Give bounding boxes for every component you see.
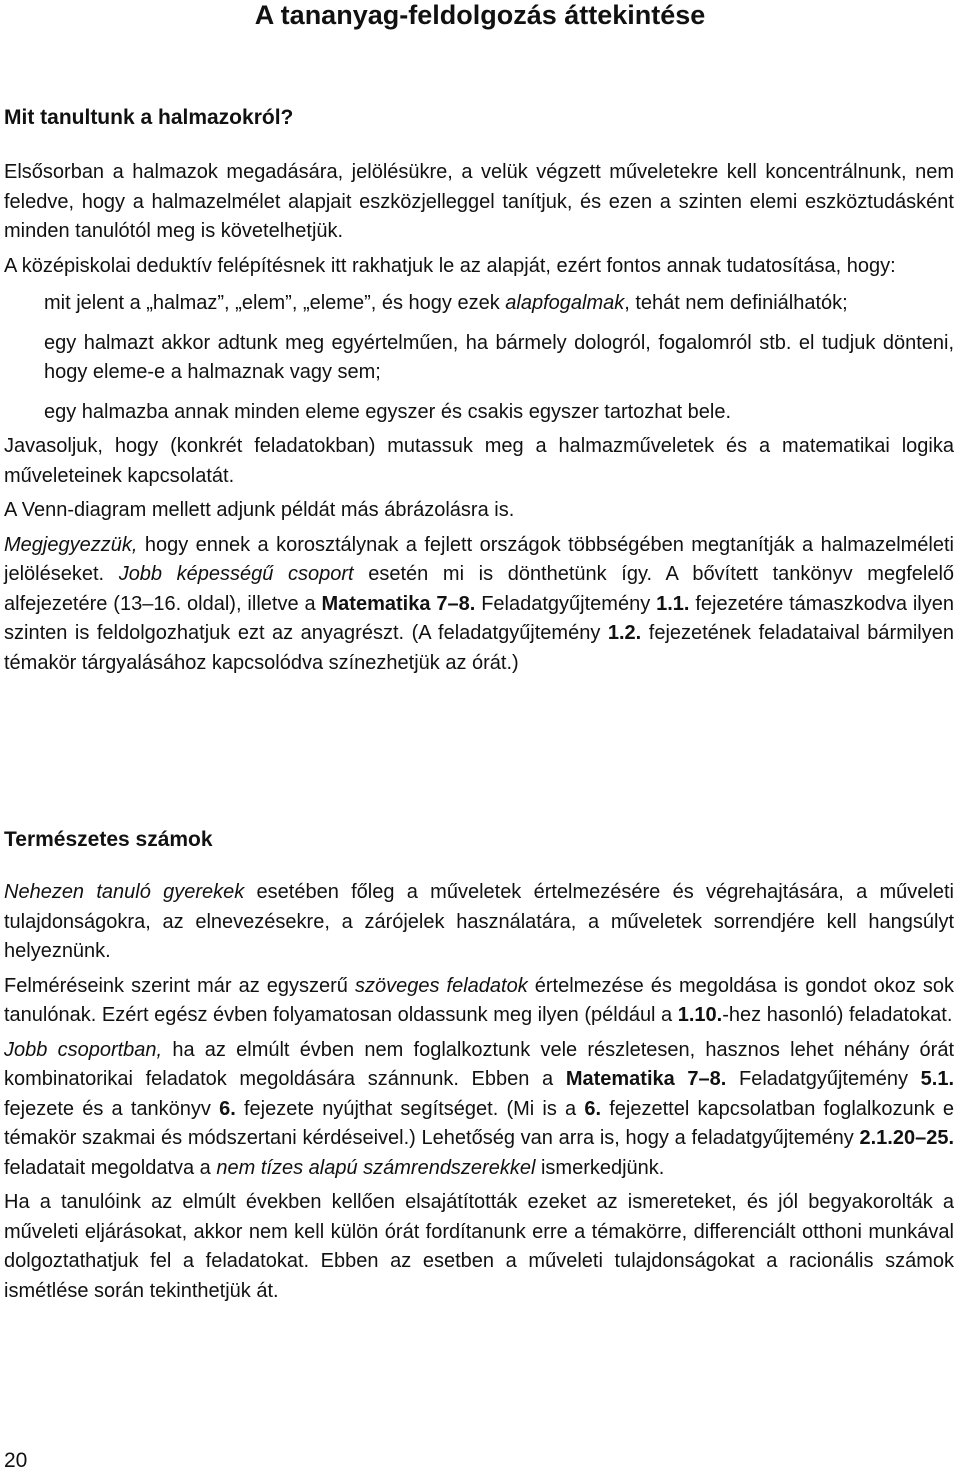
bold-exercise-ref: 1.10. xyxy=(677,1004,723,1026)
bold-exercise-ref: 2.1.20–25. xyxy=(859,1127,954,1149)
paragraph-halmazmuveletek: Javasoljuk, hogy (konkrét feladatokban) mutassuk meg a halmazműveletek és a matematikai logika műveleteinek kapcsolatát. xyxy=(4,435,954,487)
section-termeszetes-szamok xyxy=(4,826,954,1306)
bold-chapter-ref: 5.1. xyxy=(920,1068,954,1090)
paragraph-venn: A Venn-diagram mellett adjunk példát más ábrázolásra is. xyxy=(4,499,515,521)
paragraph-nehezen-tanulo: Nehezen tanuló gyerekek esetében főleg a műveletek értelmezésére és végrehajtására, a műveleti tulajdonságokra, az elnevezésekre, a zárójelek használatára, a műveletek sorrendjére kell hangsúlyt helyeznünk. xyxy=(4,881,954,962)
bold-chapter-ref: 1.1. xyxy=(656,592,690,615)
bold-chapter-ref: 6. xyxy=(584,1097,602,1120)
emphasis-jobb-csoport: Jobb csoportban, xyxy=(4,1038,163,1061)
paragraph-megjegyezzuk: Megjegyezzük, hogy ennek a korosztálynak a fejlett országok többségében megtanítják a halmazelméleti jelöléseket. Jobb képességű csoport esetén mi is dönthetünk így. A bővített tankönyv megfelelő alfejezetére (13–16. oldal), illetve a Matematika 7–8. Feladatgyűjtemény 1.1. fejezetére támaszkodva ilyen szinten is feldolgozhatjuk ezt az anyagrészt. (A feladatgyűjtemény 1.2. fejezetének feladataival bármilyen témakör tárgyalásához kapcsolódva színezhetjük az órát.) xyxy=(4,533,955,674)
paragraph-differencialt: Ha a tanulóink az elmúlt években kellően elsajátították ezeket az ismereteket, és jól begyakorolták a műveleti eljárásokat, akkor nem kell külön órát fordítanunk erre a témakörre, differenciált otthoni munkával dolgoztathatjuk fel a feladatokat. Ebben az esetben a műveleti tulajdonságokat a racionális számok ismétlése során tekinthetjük át. xyxy=(4,1191,954,1302)
emphasis-jobb-kepessegu: Jobb képességű csoport xyxy=(118,563,354,585)
bold-matematika: Matematika 7–8. xyxy=(321,592,476,615)
paragraph-deduktiv: A középiskolai deduktív felépítésnek itt rakhatjuk le az alapját, ezért fontos annak tudatosítása, hogy: xyxy=(4,254,896,277)
bold-chapter-ref: 6. xyxy=(219,1097,236,1120)
list-item-alapfogalmak: mit jelent a „halmaz”, „elem”, „eleme”, és hogy ezek alapfogalmak, tehát nem definiálhatók; xyxy=(44,292,848,314)
emphasis-szamrendszerek: nem tízes alapú számrendszerekkel xyxy=(216,1156,536,1179)
paragraph-jobb-csoport: Jobb csoportban, ha az elmúlt évben nem foglalkoztunk vele részletesen, hasznos lehet néhány órát kombinatorikai feladatok megoldására szánnunk. Ebben a Matematika 7–8. Feladatgyűjtemény 5.1. fejezete és a tankönyv 6. fejezete nyújthat segítséget. (Mi is a 6. fejezettel kapcsolatban foglalkozunk e témakör szakmai és módszertani kérdéseivel.) Lehetőség van arra is, hogy a feladatgyűjtemény 2.1.20–25. feladatait megoldatva a nem tízes alapú számrendszerekkel ismerkedjünk. xyxy=(4,1038,955,1179)
list-item-egyertelmu: egy halmazt akkor adtunk meg egyértelműen, ha bármely dologról, fogalomról stb. el tudjuk dönteni, hogy eleme-e a halmaznak vagy sem; xyxy=(44,331,954,383)
section-heading-halmazok: Mit tanultunk a halmazokról? xyxy=(4,106,294,129)
emphasis-nehezen-tanulo: Nehezen tanuló gyerekek xyxy=(4,881,245,903)
list-item-egyszer: egy halmazba annak minden eleme egyszer és csakis egyszer tartozhat bele. xyxy=(44,400,732,423)
section-halmazok xyxy=(4,104,954,678)
paragraph-halmazok-intro: Elsősorban a halmazok megadására, jelölésükre, a velük végzett műveletekre kell koncentrálnunk, nem feledve, hogy a halmazelmélet alapjait eszközjelleggel tanítjuk, és ezen a szinten elemi eszköztudásként minden tanulótól meg is követelhetjük. xyxy=(4,161,954,242)
bold-matematika: Matematika 7–8. xyxy=(565,1068,727,1090)
page-title: A tananyag-feldolgozás áttekintése xyxy=(254,0,706,30)
page-number: 20 xyxy=(4,1449,28,1472)
section-heading-termeszetes-szamok: Természetes számok xyxy=(4,828,213,851)
emphasis-szoveges-feladatok: szöveges feladatok xyxy=(354,974,528,997)
emphasis-alapfogalmak: alapfogalmak xyxy=(505,292,625,314)
paragraph-szoveges-feladatok: Felméréseink szerint már az egyszerű szöveges feladatok értelmezése és megoldása is gondot okoz sok tanulónak. Ezért egész évben folyamatosan oldassunk meg ilyen (például a 1.10.-hez hasonló) feladatokat. xyxy=(4,974,955,1026)
bold-chapter-ref: 1.2. xyxy=(607,622,642,644)
emphasis-megjegyezzuk: Megjegyezzük, xyxy=(4,533,138,556)
